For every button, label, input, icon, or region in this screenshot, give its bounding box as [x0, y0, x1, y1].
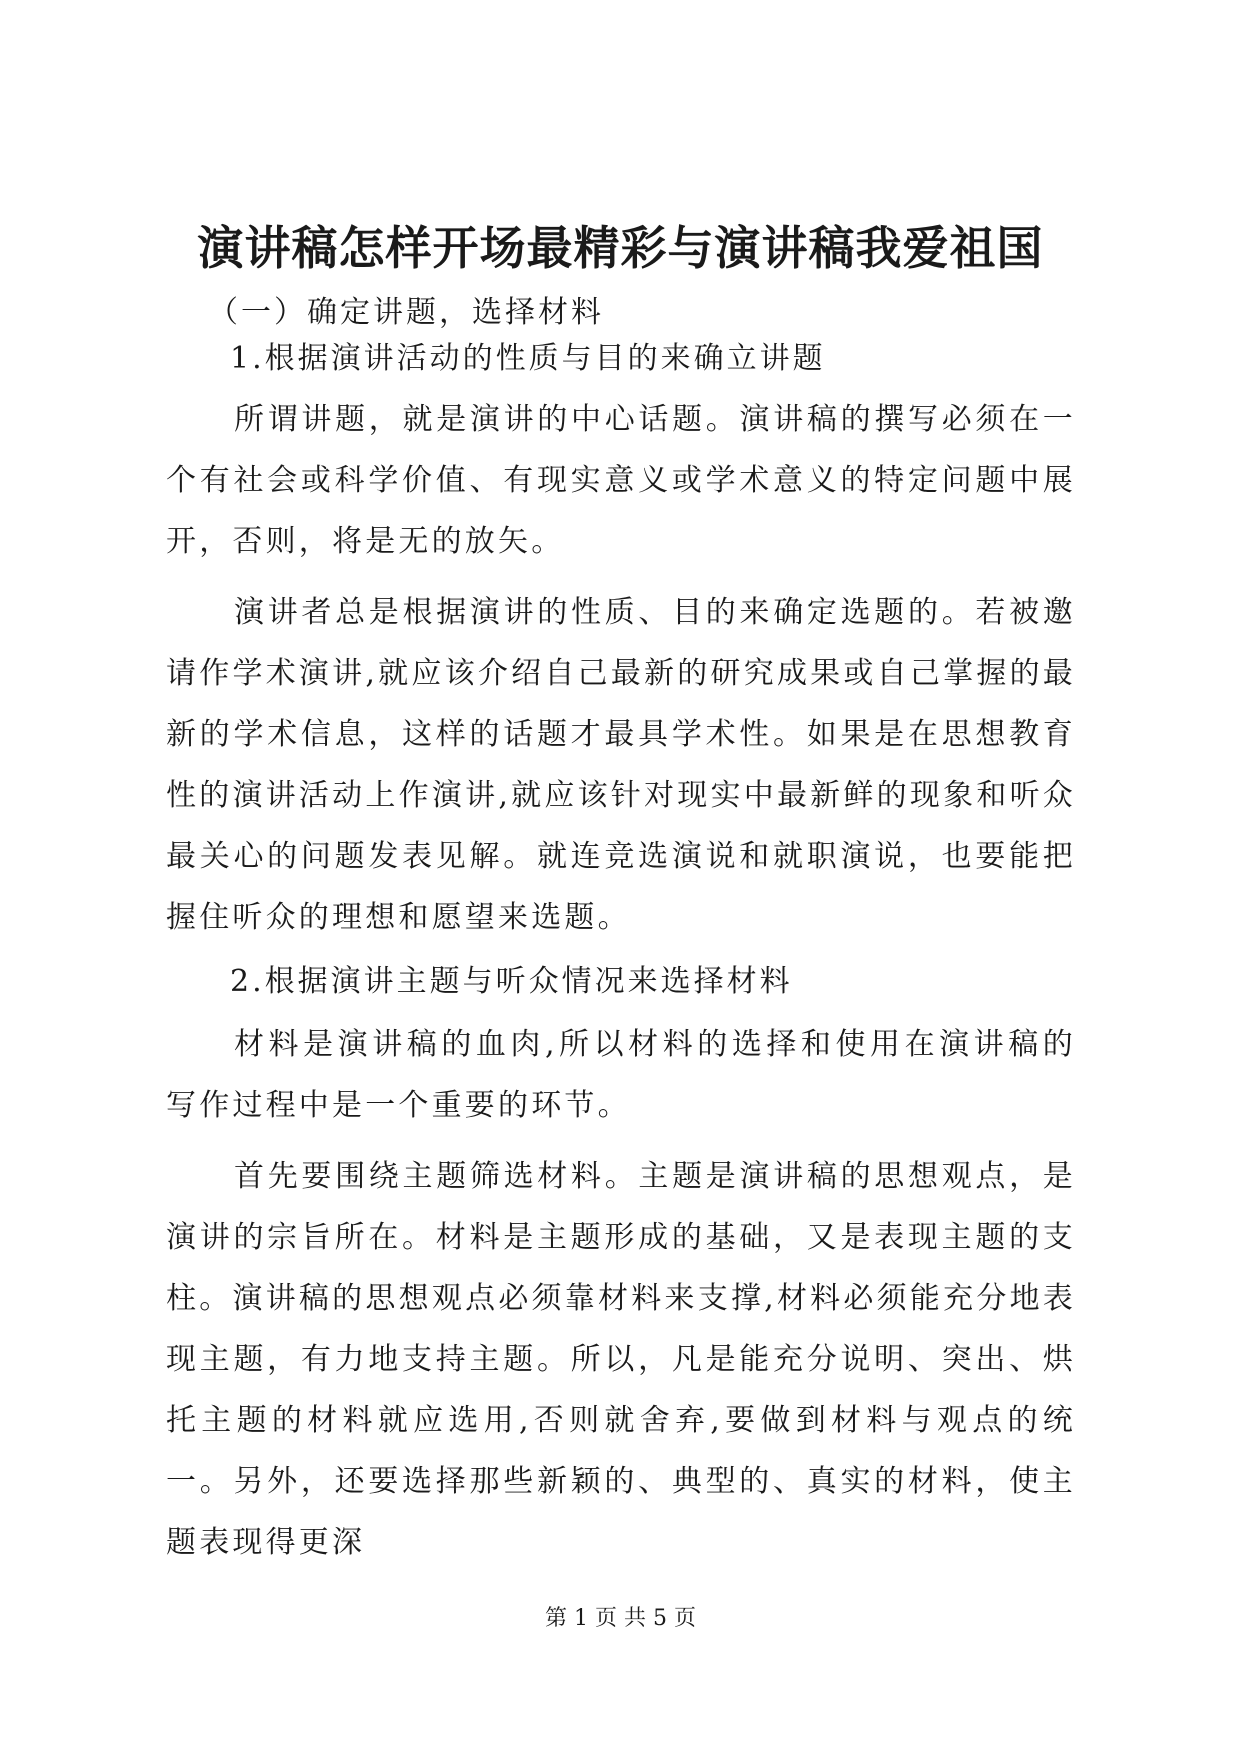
paragraph: 首先要围绕主题筛选材料。主题是演讲稿的思想观点，是演讲的宗旨所在。材料是主题形成的基础，又是表现主题的支柱。演讲稿的思想观点必须靠材料来支撑,材料必须能充分地表现主题，有力地支持主题。所以，凡是能充分说明、突出、烘托主题的材料就应选用,否则就舍弃,要做到材料与观点的统一。另外，还要选择那些新颖的、典型的、真实的材料，使主题表现得更深	[166, 1159, 1076, 1560]
paragraph: 所谓讲题，就是演讲的中心话题。演讲稿的撰写必须在一个有社会或科学价值、有现实意义或学术意义的特定问题中展开，否则，将是无的放矢。	[166, 402, 1076, 559]
document-title: 演讲稿怎样开场最精彩与演讲稿我爱祖国	[197, 221, 1044, 275]
paragraph: 材料是演讲稿的血肉,所以材料的选择和使用在演讲稿的写作过程中是一个重要的环节。	[166, 1027, 1076, 1123]
document-body	[166, 293, 1076, 1573]
sub-heading-1: 1.根据演讲活动的性质与目的来确立讲题	[230, 341, 826, 376]
page-footer: 第 1 页 共 5 页	[545, 1606, 696, 1631]
paragraph: 演讲者总是根据演讲的性质、目的来确定选题的。若被邀请作学术演讲,就应该介绍自己最新的研究成果或自己掌握的最新的学术信息，这样的话题才最具学术性。如果是在思想教育性的演讲活动上作演讲,就应该针对现实中最新鲜的现象和听众最关心的问题发表见解。就连竞选演说和就职演说，也要能把握住听众的理想和愿望来选题。	[166, 595, 1076, 935]
sub-heading-2: 2.根据演讲主题与听众情况来选择材料	[230, 964, 793, 999]
section-heading: （一）确定讲题，选择材料	[208, 295, 604, 330]
